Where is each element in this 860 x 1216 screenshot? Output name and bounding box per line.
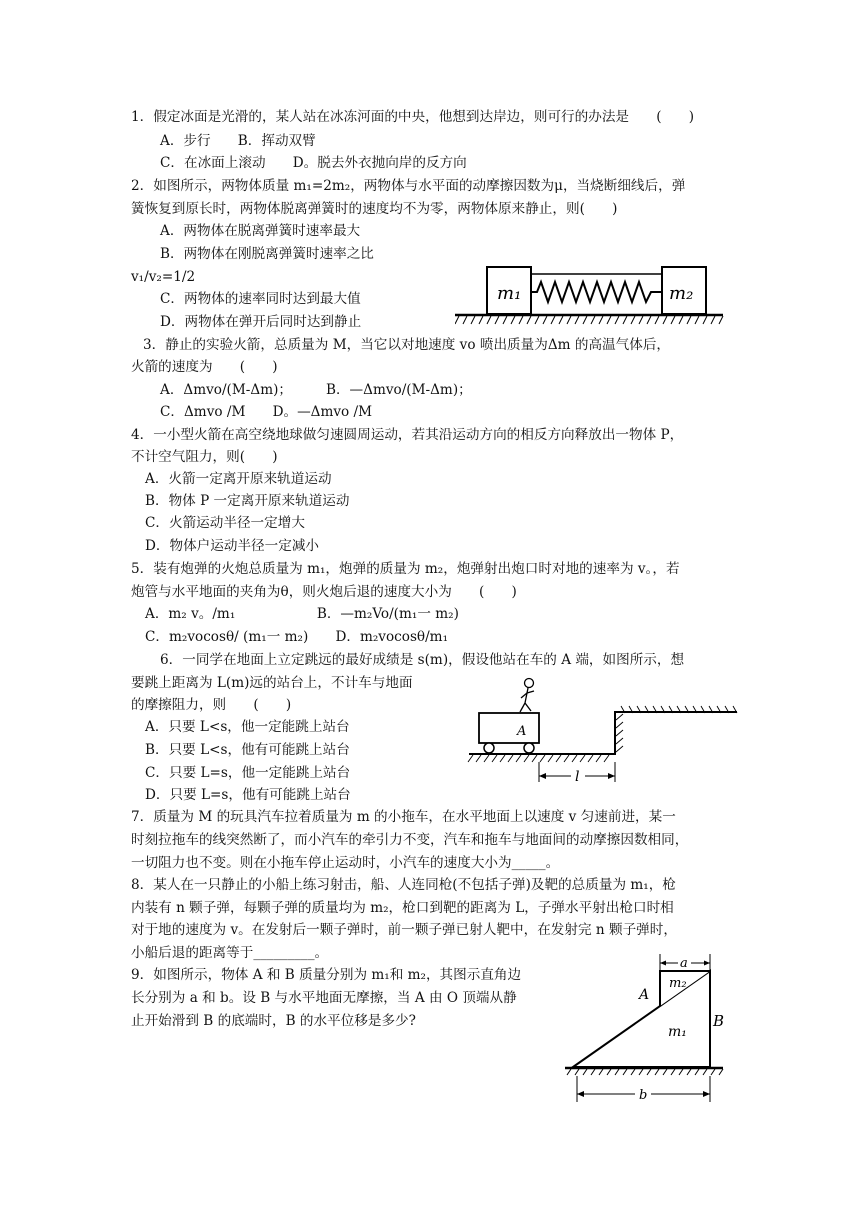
q7-line1: 7．质量为 M 的玩具汽车拉着质量为 m 的小拖车，在水平地面上以速度 v 匀速前进，某一 <box>131 809 676 825</box>
q7-line3: 一切阻力也不变。则在小拖车停止运动时，小汽车的速度大小为_____。 <box>131 855 560 871</box>
ground-hatching <box>455 316 723 324</box>
q2-option-a: A．两物体在脱离弹簧时速率最大 <box>160 223 361 239</box>
label-dim-a: a <box>680 956 688 971</box>
q6-stem-line1: 6．一同学在地面上立定跳远的最好成绩是 s(m)，假设他站在车的 A 端，如图所示，想 <box>160 652 685 668</box>
q2-option-b-line1: B．两物体在刚脱离弹簧时速率之比 <box>160 246 374 262</box>
spring-blocks-figure <box>455 262 725 328</box>
q1-stem: 1．假定冰面是光滑的，某人站在冰冻河面的中央，他想到达岸边，则可行的办法是 ( ) <box>131 109 695 125</box>
q5-stem-line1: 5．装有炮弹的火炮总质量为 m₁，炮弹的质量为 m₂，炮弹射出炮口时对地的速率为 v。，若 <box>131 561 680 577</box>
label-dim-b: b <box>639 1088 648 1103</box>
q4-option-b: B．物体 P 一定离开原来轨道运动 <box>145 493 350 509</box>
q5-options-ab: A．m₂ v。/m₁ B．—m₂Vo/(m₁一 m₂) <box>145 606 459 622</box>
q1-options-ab: A．步行 B．挥动双臂 <box>160 133 316 149</box>
q6-option-c: C．只要 L=s，他一定能跳上站台 <box>145 765 351 781</box>
q9-line2: 长分别为 a 和 b。设 B 与水平地面无摩擦，当 A 由 O 顶端从静 <box>131 990 517 1006</box>
q3-options-cd: C．Δmvo /M D。—Δmvo /M <box>160 404 373 420</box>
label-block-a: A <box>639 987 650 1003</box>
dim-b-arrow-left <box>577 1091 584 1097</box>
dim-arrow-left <box>539 773 546 779</box>
q2-option-c: C．两物体的速率同时达到最大值 <box>160 291 361 307</box>
q6-option-b: B．只要 L<s，他有可能跳上站台 <box>145 742 350 758</box>
q3-options-ab: A．Δmvo/(M-Δm)； B．—Δmvo/(M-Δm)； <box>160 382 472 398</box>
ground-hatching <box>567 1069 723 1075</box>
q7-line2: 时刻拉拖车的线突然断了，而小汽车的牵引力不变，汽车和拖车与地面间的动摩擦因数相同， <box>131 832 689 848</box>
cart-wheel-right <box>524 743 534 753</box>
wedge-b <box>573 971 710 1067</box>
q6-stem-line3: 的摩擦阻力，则 ( ) <box>131 697 292 713</box>
q2-stem-line1: 2．如图所示，两物体质量 m₁=2m₂，两物体与水平面的动摩擦因数为μ，当烧断细线后，弹 <box>131 178 686 194</box>
q4-option-d: D．物体户运动半径一定减小 <box>145 538 320 554</box>
cart-platform-figure <box>465 676 740 786</box>
label-wedge-m1: m₁ <box>668 1024 687 1040</box>
spring-coil <box>531 282 662 302</box>
q8-line3: 对于地的速度为 v。在发射后一颗子弹时，前一颗子弹已射人靶中，在发射完 n 颗子弹时， <box>131 922 677 938</box>
q4-stem-line1: 4．一小型火箭在高空绕地球做匀速圆周运动，若其沿运动方向的相反方向释放出一物体 P， <box>131 427 684 443</box>
wedge-block-figure <box>565 954 725 1106</box>
cart-body <box>479 713 539 743</box>
q5-stem-line2: 炮管与水平地面的夹角为θ，则火炮后退的速度大小为 ( ) <box>131 584 517 600</box>
dim-arrow-right <box>608 773 615 779</box>
q4-option-c: C．火箭运动半径一定增大 <box>145 515 305 531</box>
q6-option-d: D．只要 L=s，他有可能跳上站台 <box>145 787 351 803</box>
q3-stem-line2: 火箭的速度为 ( ) <box>131 359 278 375</box>
q8-line4: 小船后退的距离等于_________。 <box>131 945 329 961</box>
dim-a-arrow-left <box>660 961 666 966</box>
q2-stem-line2: 簧恢复到原长时，两物体脱离弹簧时的速度均不为零，两物体原来静止，则( ) <box>131 201 618 217</box>
q9-line3: 止开始滑到 B 的底端时，B 的水平位移是多少? <box>131 1013 416 1029</box>
q4-option-a: A．火箭一定离开原来轨道运动 <box>145 471 332 487</box>
dim-b-arrow-right <box>703 1091 710 1097</box>
label-l: l <box>575 769 580 785</box>
label-m2: m₂ <box>669 283 694 304</box>
q1-options-cd: C．在冰面上滚动 D。脱去外衣抛向岸的反方向 <box>160 155 467 171</box>
q8-line2: 内装有 n 颗子弹，每颗子弹的质量均为 m₂，枪口到靶的距离为 L，子弹水平射出枪口时相 <box>131 900 674 916</box>
q2-option-b-line2: v₁/v₂=1/2 <box>131 269 196 285</box>
label-wedge-b: B <box>713 1012 725 1030</box>
q8-line1: 8．某人在一只静止的小船上练习射击，船、人连同枪(不包括子弹)及靶的总质量为 m₁，枪 <box>131 877 676 893</box>
q6-stem-line2: 要跳上距离为 L(m)远的站台上，不计车与地面 <box>131 675 413 691</box>
label-block-m2: m₂ <box>669 976 687 991</box>
q6-option-a: A．只要 L<s，他一定能跳上站台 <box>145 719 350 735</box>
person-figure <box>520 679 534 713</box>
label-m1: m₁ <box>497 283 522 304</box>
dim-a-arrow-right <box>704 961 710 966</box>
q5-options-cd: C．m₂vocosθ/ (m₁一 m₂) D．m₂vocosθ/m₁ <box>145 629 449 645</box>
q2-option-d: D．两物体在弹开后同时达到静止 <box>160 314 362 330</box>
q3-stem-line1: 3．静止的实验火箭，总质量为 M，当它以对地速度 vo 喷出质量为Δm 的高温气体后， <box>143 337 671 353</box>
q4-stem-line2: 不计空气阻力，则( ) <box>131 449 278 465</box>
label-a: A <box>517 724 527 739</box>
cart-wheel-left <box>484 743 494 753</box>
q9-line1: 9．如图所示，物体 A 和 B 质量分别为 m₁和 m₂，其图示直角边 <box>131 967 522 983</box>
